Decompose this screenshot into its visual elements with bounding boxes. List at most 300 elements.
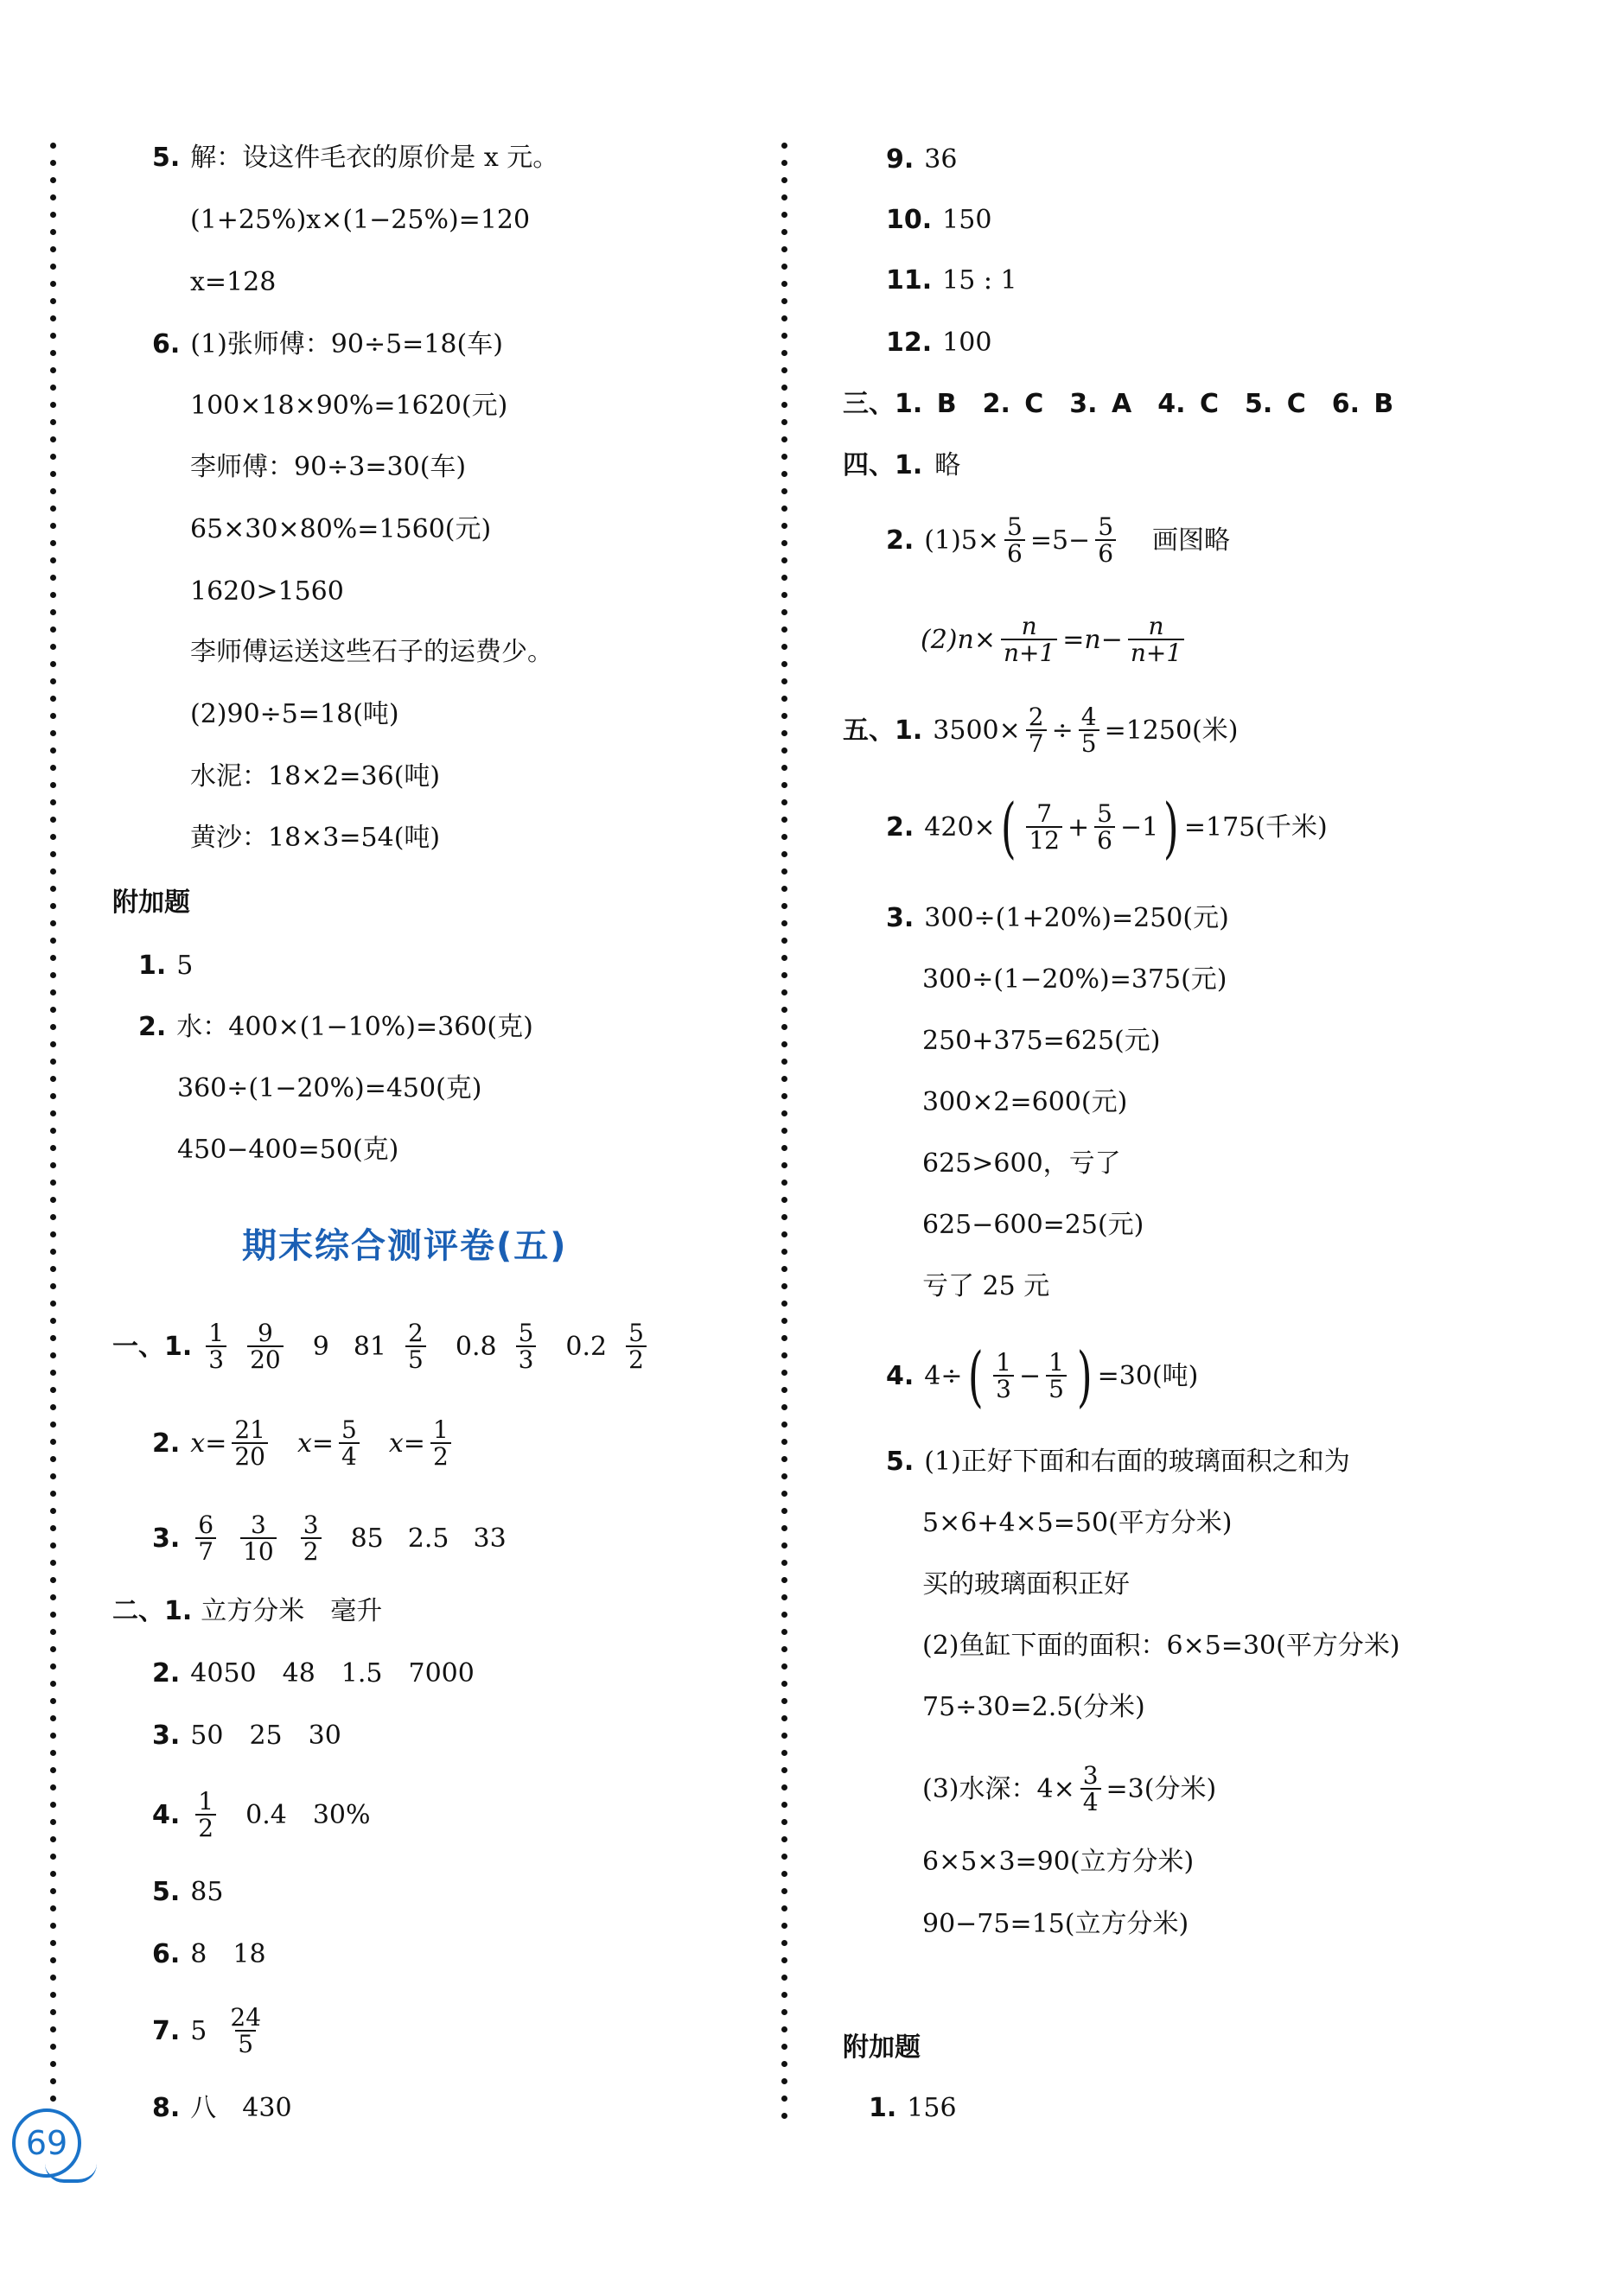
binding-dot [50,696,56,702]
binding-dot [50,229,56,235]
binding-dot [50,1076,56,1082]
binding-dot [781,540,787,546]
binding-dot [781,2061,787,2067]
fraction: $\frac{2}{7}$ [1026,704,1047,758]
binding-dot [50,1542,56,1549]
section-2-answer-3: 3. 50 25 30 [152,1720,341,1751]
binding-dot [781,938,787,944]
binding-dot [781,678,787,684]
fraction: $\frac{5}{6}$ [1004,514,1025,568]
binding-dot [50,2009,56,2015]
binding-dot [781,1923,787,1929]
binding-dot [50,592,56,598]
binding-dot [50,1905,56,1911]
binding-dot [781,2009,787,2015]
binding-dot [50,1041,56,1047]
binding-dot [50,1110,56,1116]
binding-dot [781,402,787,408]
binding-dot [50,1975,56,1981]
binding-dot [50,1560,56,1566]
binding-dot [781,2078,787,2084]
binding-dot [781,1525,787,1531]
extra-answer-2-line2: 360÷(1−20%)=450(克) [177,1073,482,1103]
answer-12: 12. 100 [886,328,992,358]
binding-dot [50,1992,56,1998]
extra-questions-heading-right: 附加题 [843,2032,921,2063]
binding-dot [50,609,56,615]
answer-5-line2: (1+25%)x×(1−25%)=120 [190,205,531,235]
binding-dot [781,1491,787,1497]
binding-dot [50,1525,56,1531]
binding-dot [50,1802,56,1808]
binding-dot [50,1456,56,1462]
binding-dot [50,1940,56,1946]
binding-dot [781,1076,787,1082]
binding-dot [781,1767,787,1773]
fraction: $\frac{6}{7}$ [195,1512,216,1566]
fraction: $\frac{5}{2}$ [626,1320,647,1374]
binding-dot [50,471,56,477]
binding-dot [50,1301,56,1307]
binding-dot [50,1767,56,1773]
binding-dot [781,1663,787,1670]
binding-dot [50,1733,56,1739]
binding-dot [781,1905,787,1911]
binding-dot [781,1439,787,1445]
section-5-answer-5-line7: 6×5×3=90(立方分米) [922,1847,1195,1877]
binding-dot [50,955,56,961]
binding-dot [781,1819,787,1825]
binding-dot [781,229,787,235]
fraction: $\frac{3}{4}$ [1080,1763,1101,1816]
binding-dot [50,160,56,166]
binding-dot [50,1162,56,1168]
fraction: $\frac{7}{12}$ [1026,801,1062,855]
binding-dot [781,1542,787,1549]
binding-dot [781,661,787,667]
binding-dot [50,264,56,270]
section-5-answer-4: 4. 4÷ ( $\frac{1}{3}$ − $\frac{1}{5}$ ) =30(吨) [886,1338,1199,1415]
section-2-answer-6: 6. 8 18 [152,1939,266,1969]
section-5-answer-3-line5: 625>600，亏了 [922,1148,1121,1179]
answer-10: 10. 150 [886,205,992,235]
binding-dot [50,2026,56,2032]
binding-dot [50,1819,56,1825]
answer-6-line1: 6. (1)张师傅：90÷5=18(车) [152,329,503,359]
binding-dot [781,1508,787,1514]
binding-dot [781,696,787,702]
binding-dot [781,1145,787,1151]
binding-dot [781,1784,787,1790]
binding-dot [50,1024,56,1030]
answer-6-line9: 黄沙：18×3=54(吨) [190,823,441,853]
section-5-answer-5-line6: (3)水深：4× $\frac{3}{4}$ =3(分米) [922,1761,1217,1817]
binding-dot [781,1577,787,1583]
binding-dot [50,454,56,460]
binding-dot [50,1180,56,1186]
page-number-badge: 69 [12,2108,81,2178]
binding-dot [781,1836,787,1842]
binding-dot [781,471,787,477]
fraction: $\frac{5}{6}$ [1094,801,1115,855]
section-5-answer-1: 五、1. 3500× $\frac{2}{7}$ ÷ $\frac{4}{5}$ =1250(米) [843,703,1239,759]
answer-6-line4: 65×30×80%=1560(元) [190,514,492,544]
section-5-answer-5-line5: 75÷30=2.5(分米) [922,1692,1145,1722]
binding-dot [781,177,787,183]
binding-dot [781,1370,787,1376]
binding-dot [50,1059,56,1065]
section-1-answer-2: 2. x= $\frac{21}{20}$ x= $\frac{5}{4}$ x= $\frac{1}{2}$ [152,1417,456,1471]
binding-dot [781,1335,787,1341]
fraction: $\frac{5}{3}$ [516,1320,537,1374]
binding-dot [781,436,787,442]
fraction: $\frac{1}{3}$ [993,1350,1014,1403]
binding-dots-middle [781,143,788,2134]
binding-dot [50,298,56,304]
binding-dot [781,575,787,581]
binding-dot [781,834,787,840]
answer-6-line5: 1620>1560 [190,576,344,607]
binding-dot [781,281,787,287]
binding-dot [50,1007,56,1013]
binding-dot [50,678,56,684]
binding-dot [781,1940,787,1946]
binding-dot [781,1681,787,1687]
binding-dot [781,817,787,823]
binding-dot [781,1249,787,1255]
binding-dot [781,972,787,978]
binding-dot [50,1681,56,1687]
binding-dot [781,1110,787,1116]
answer-9: 9. 36 [886,144,958,175]
fraction: $\frac{n}{n+1}$ [1001,614,1057,667]
section-2-answer-5: 5. 85 [152,1877,224,1907]
binding-dot [50,1491,56,1497]
binding-dot [50,575,56,581]
section-5-answer-2: 2. 420× ( $\frac{7}{12}$ + $\frac{5}{6}$ −1 ) =175(千米) [886,789,1328,866]
section-5-answer-3-line2: 300÷(1−20%)=375(元) [922,964,1227,995]
section-5-answer-3-line6: 625−600=25(元) [922,1210,1144,1240]
section-5-answer-3-line3: 250+375=625(元) [922,1026,1161,1056]
binding-dot [50,1663,56,1670]
binding-dot [50,1871,56,1877]
binding-dot [781,626,787,633]
section-title: 期末综合测评卷(五) [242,1226,568,1266]
section-5-answer-5-line4: (2)鱼缸下面的面积：6×5=30(平方分米) [922,1631,1400,1661]
binding-dot [50,2078,56,2084]
section-2-answer-2: 2. 4050 48 1.5 7000 [152,1658,475,1689]
section-2-answer-8: 8. 八 430 [152,2093,292,2123]
extra-answer-1: 1. 5 [138,951,194,981]
binding-dot [781,955,787,961]
extra-answer-2-line1: 2. 水：400×(1−10%)=360(克) [138,1012,533,1042]
binding-dot [781,1560,787,1566]
binding-dot [50,626,56,633]
binding-dot [781,747,787,754]
binding-dot [50,1715,56,1721]
binding-dot [50,350,56,356]
binding-dot [50,938,56,944]
answer-6-line3: 李师傅：90÷3=30(车) [190,452,467,482]
binding-dot [781,609,787,615]
binding-dot [50,1128,56,1134]
fraction: $\frac{3}{2}$ [301,1512,322,1566]
answer-11: 11. 15 : 1 [886,265,1017,296]
binding-dot [50,194,56,200]
binding-dot [781,989,787,995]
binding-dot [781,730,787,736]
binding-dot [50,523,56,529]
binding-dot [781,868,787,875]
section-2-answer-7: 7. 5 $\frac{24}{5}$ [152,2005,269,2058]
binding-dot [50,989,56,995]
binding-dot [781,1162,787,1168]
binding-dot [781,1473,787,1479]
binding-dot [781,713,787,719]
binding-dot [50,1594,56,1600]
binding-dot [781,1231,787,1237]
binding-dot [781,298,787,304]
binding-dot [50,782,56,788]
binding-dot [781,1301,787,1307]
binding-dot [50,1888,56,1894]
binding-dot [781,246,787,252]
binding-dot [781,592,787,598]
binding-dot [781,1802,787,1808]
section-5-answer-3-line7: 亏了 25 元 [922,1271,1050,1301]
binding-dot [781,1698,787,1704]
binding-dot [781,2026,787,2032]
section-5-answer-5-line3: 买的玻璃面积正好 [922,1569,1130,1600]
fraction: $\frac{9}{20}$ [247,1320,284,1374]
binding-dot [781,1612,787,1618]
binding-dot [781,1975,787,1981]
binding-dot [50,1249,56,1255]
binding-dot [50,1421,56,1428]
binding-dot [50,419,56,425]
section-5-answer-3-line1: 3. 300÷(1+20%)=250(元) [886,903,1229,933]
binding-dot [781,1629,787,1635]
binding-dot [781,1957,787,1963]
fraction: $\frac{3}{10}$ [240,1512,277,1566]
binding-dot [781,2113,787,2119]
section-4-answer-1: 四、1. 略 [843,450,961,480]
binding-dot [781,1318,787,1324]
binding-dot [50,367,56,373]
fraction: $\frac{4}{5}$ [1079,704,1099,758]
binding-dot [50,834,56,840]
fraction: $\frac{21}{20}$ [232,1417,268,1471]
binding-dot [50,1698,56,1704]
binding-dot [50,2096,56,2102]
fraction: $\frac{5}{6}$ [1095,514,1116,568]
section-5-answer-5-line1: 5. (1)正好下面和右面的玻璃面积之和为 [886,1447,1350,1477]
binding-dot [781,506,787,512]
binding-dot [781,1283,787,1289]
binding-dot [50,1231,56,1237]
binding-dot [781,212,787,218]
binding-dot [781,557,787,563]
answer-6-line2: 100×18×90%=1620(元) [190,391,508,421]
fraction: $\frac{24}{5}$ [230,2003,262,2059]
section-3-answers: 三、1. B 2. C 3. A 4. C 5. C 6. B [843,389,1394,419]
binding-dot [781,1888,787,1894]
answer-6-line8: 水泥：18×2=36(吨) [190,761,441,792]
binding-dot [50,488,56,494]
binding-dot [50,402,56,408]
binding-dot [50,1145,56,1151]
binding-dot [781,1421,787,1428]
binding-dot [50,1836,56,1842]
binding-dot [50,903,56,909]
binding-dot [50,1473,56,1479]
binding-dot [50,1508,56,1514]
fraction: $\frac{1}{3}$ [206,1320,226,1374]
binding-dot [781,1214,787,1220]
binding-dot [50,506,56,512]
binding-dot [781,644,787,650]
binding-dot [781,886,787,892]
binding-dot [781,920,787,926]
binding-dot [50,557,56,563]
binding-dot [781,264,787,270]
extra-answer-2-line3: 450−400=50(克) [177,1135,399,1165]
binding-dot [50,661,56,667]
answer-5-line1: 5. 解：设这件毛衣的原价是 x 元。 [152,143,559,173]
binding-dot [781,523,787,529]
section-4-answer-2-part1: 2. (1)5× $\frac{5}{6}$ =5− $\frac{5}{6}$ 画图略 [886,512,1231,569]
binding-dot [50,730,56,736]
binding-dot [50,1352,56,1358]
binding-dot [50,540,56,546]
binding-dot [781,1715,787,1721]
binding-dot [50,1439,56,1445]
binding-dot [781,1733,787,1739]
binding-dot [781,1041,787,1047]
binding-dot [50,1923,56,1929]
binding-dot [50,1957,56,1963]
binding-dot [781,160,787,166]
binding-dot [50,920,56,926]
binding-dot [781,1387,787,1393]
binding-dot [781,1197,787,1203]
binding-dot [781,2044,787,2050]
binding-dot [781,782,787,788]
fraction: $\frac{1}{2}$ [430,1417,451,1471]
fraction: $\frac{2}{5}$ [405,1320,426,1374]
binding-dot [50,1577,56,1583]
binding-dot [781,1024,787,1030]
binding-dot [50,1266,56,1272]
binding-dot [50,1093,56,1099]
answer-6-line6: 李师傅运送这些石子的运费少。 [190,637,553,667]
binding-dot [50,1197,56,1203]
extra-questions-heading-left: 附加题 [112,887,190,918]
binding-dot [781,1266,787,1272]
binding-dot [781,1750,787,1756]
binding-dot [50,246,56,252]
section-1-answer-1: 一、1. $\frac{1}{3}$ $\frac{9}{20}$ 9 81 $\frac{2}{5}$ 0.8 $\frac{5}{3}$ 0.2 $\frac{5}{2}$ [112,1320,652,1374]
binding-dot [781,1352,787,1358]
binding-dot [781,1128,787,1134]
binding-dot [50,1318,56,1324]
binding-dot [781,1992,787,1998]
binding-dot [781,1456,787,1462]
binding-dot [50,315,56,321]
binding-dot [50,2061,56,2067]
binding-dot [50,1387,56,1393]
binding-dot [50,1335,56,1341]
binding-dot [50,1629,56,1635]
binding-dot [781,419,787,425]
section-5-answer-5-line8: 90−75=15(立方分米) [922,1909,1189,1939]
binding-dot [50,1404,56,1410]
extra-answer-1-right: 1. 156 [869,2093,957,2123]
binding-dot [50,1784,56,1790]
binding-dot [50,765,56,771]
section-5-answer-3-line4: 300×2=600(元) [922,1087,1128,1117]
answer-5-line3: x=128 [190,267,277,297]
binding-dot [50,972,56,978]
binding-dot [781,1007,787,1013]
binding-dot [50,212,56,218]
binding-dot [50,333,56,339]
fraction: $\frac{1}{5}$ [1046,1350,1067,1403]
binding-dot [781,1180,787,1186]
binding-dot [781,1646,787,1652]
binding-dot [50,1646,56,1652]
binding-dot [781,194,787,200]
binding-dot [50,747,56,754]
binding-dot [50,281,56,287]
binding-dot [781,143,787,149]
fraction: $\frac{5}{4}$ [339,1417,360,1471]
binding-dot [50,177,56,183]
binding-dot [50,1370,56,1376]
binding-dot [50,436,56,442]
binding-dot [50,1283,56,1289]
binding-dot [50,1214,56,1220]
binding-dot [781,1854,787,1860]
binding-dot [781,2096,787,2102]
fraction: $\frac{n}{n+1}$ [1128,614,1184,667]
binding-dot [781,903,787,909]
binding-dot [50,143,56,149]
fraction: $\frac{1}{2}$ [195,1789,216,1842]
binding-dot [50,851,56,857]
binding-dot [50,1750,56,1756]
binding-dot [50,2044,56,2050]
binding-dot [781,333,787,339]
binding-dot [50,868,56,875]
binding-dot [50,886,56,892]
binding-dot [781,1093,787,1099]
section-4-answer-2-part2: (2)n× $\frac{n}{n+1}$ =n− $\frac{n}{n+1}$ [921,614,1189,667]
binding-dot [50,799,56,805]
binding-dots-left [50,143,57,2134]
section-2-answer-1: 二、1. 立方分米 毫升 [112,1596,383,1626]
binding-dot [781,851,787,857]
binding-dot [781,350,787,356]
section-5-answer-5-line2: 5×6+4×5=50(平方分米) [922,1508,1233,1538]
binding-dot [781,1059,787,1065]
binding-dot [781,765,787,771]
binding-dot [50,1854,56,1860]
binding-dot [50,1612,56,1618]
section-2-answer-4: 4. $\frac{1}{2}$ 0.4 30% [152,1787,371,1843]
binding-dot [781,1404,787,1410]
binding-dot [50,713,56,719]
